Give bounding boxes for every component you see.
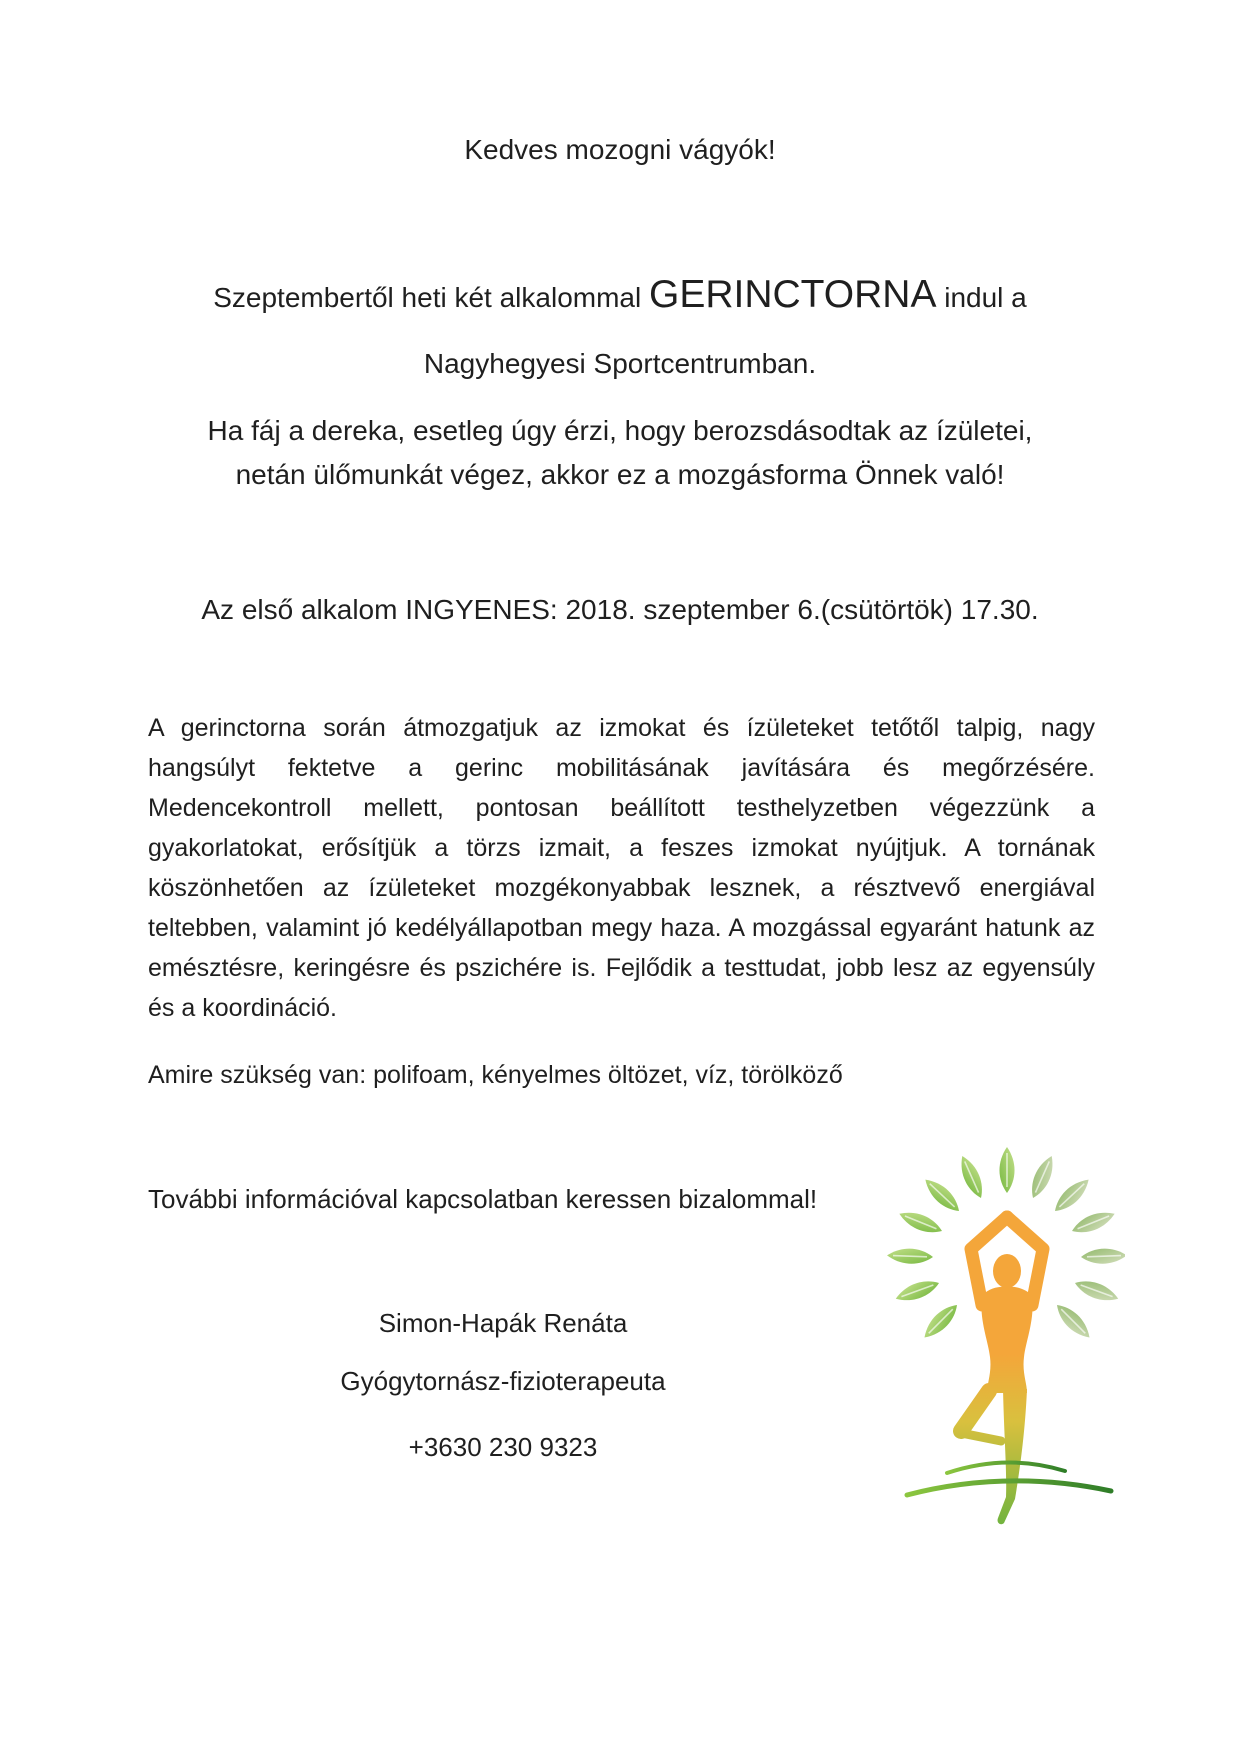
equipment-line: Amire szükség van: polifoam, kényelmes öltözet, víz, törölköző <box>148 1061 843 1089</box>
figure-head <box>993 1254 1021 1288</box>
contact-prompt: További információval kapcsolatban keressen bizalommal! <box>148 1184 818 1214</box>
contact-phone: +3630 230 9323 <box>408 1432 598 1462</box>
description-paragraph: A gerinctorna során átmozgatjuk az izmokat és ízületeket tetőtől talpig, nagy hangsúlyt fektetve a gerinc mobilitásának javítására és megőrzésére. Medencekontroll mellett, pontosan beállított testhelyzetben végezzünk a gyakorlatokat, erősítjük a törzs izmait, a feszes izmokat nyújtjuk. A tornának köszönhetően az ízületeket mozgékonyabbak lesznek, a résztvevő energiával teltebben, valamint jó kedélyállapotban megy haza. A mozgással egyaránt hatunk az emésztésre, keringésre és pszichére is. Fejlődik a testtudat, jobb lesz az egyensúly és a koordináció. <box>148 714 1095 1022</box>
greeting-heading: Kedves mozogni vágyók! <box>464 134 776 165</box>
free-session-line: Az első alkalom INGYENES: 2018. szeptember 6.(csütörtök) 17.30. <box>201 594 1039 625</box>
contact-title: Gyógytornász-fizioterapeuta <box>340 1366 666 1396</box>
intro-highlight: GERINCTORNA <box>648 273 937 316</box>
yoga-figure-icon <box>961 1217 1043 1524</box>
intro-text-post: indul a <box>936 282 1027 313</box>
yoga-tree-figure-icon <box>885 1135 1125 1535</box>
intro-line-1 <box>0 272 1240 321</box>
intro-text-pre: Szeptembertől heti két alkalommal <box>213 282 649 313</box>
pitch-line-1: Ha fáj a dereka, esetleg úgy érzi, hogy berozsdásodtak az ízületei, <box>207 415 1033 446</box>
pitch-line-2: netán ülőmunkát végez, akkor ez a mozgásforma Önnek való! <box>235 459 1005 490</box>
intro-line-2: Nagyhegyesi Sportcentrumban. <box>423 348 817 379</box>
contact-name: Simon-Hapák Renáta <box>378 1308 628 1338</box>
